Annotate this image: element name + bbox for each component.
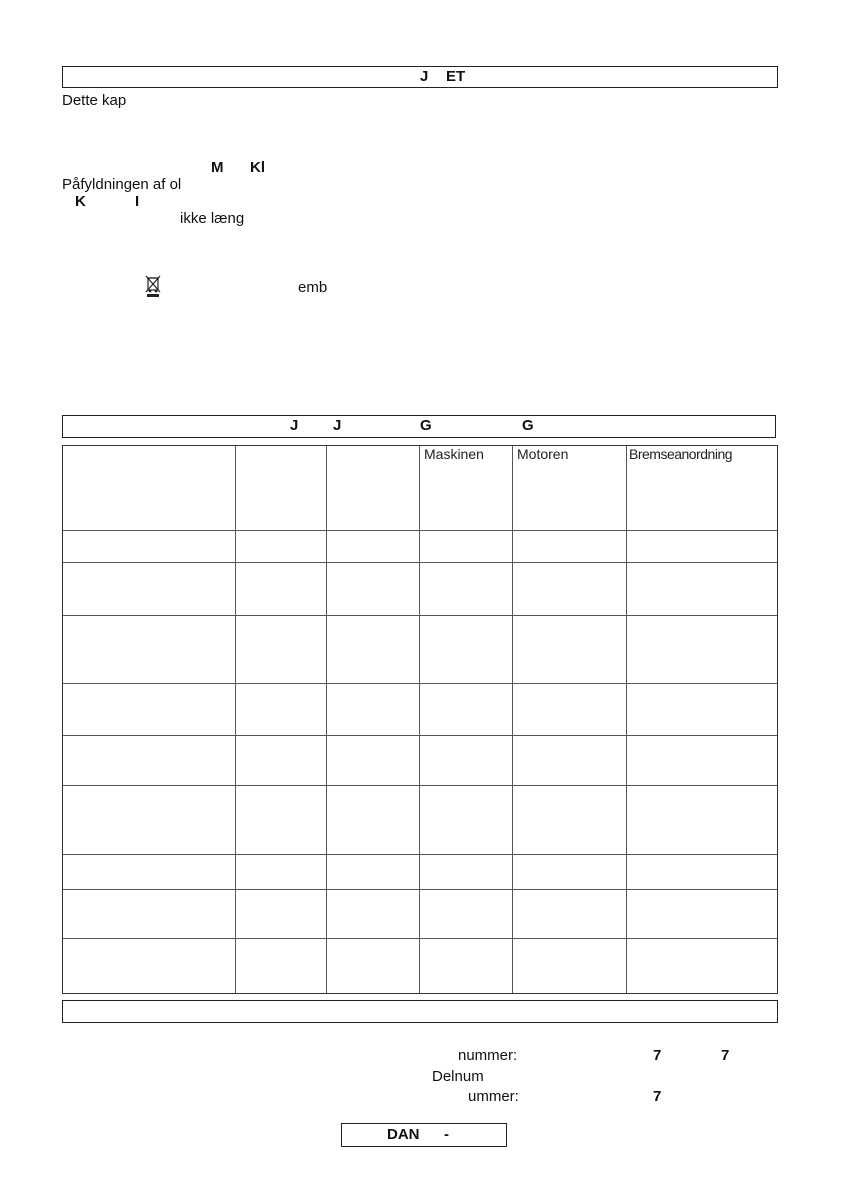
- intro-text: Dette kap: [62, 92, 127, 109]
- part-number-label-1: nummer:: [458, 1047, 518, 1064]
- maintenance-heading-j1: J: [290, 417, 299, 434]
- table-column-divider: [419, 446, 420, 993]
- table-row-divider: [63, 889, 777, 890]
- table-row-divider: [63, 683, 777, 684]
- table-row-divider: [63, 562, 777, 563]
- notes-bar: [62, 1000, 778, 1023]
- not-longer-text: ikke læng: [180, 210, 245, 227]
- section-heading-j: J: [420, 68, 429, 85]
- i-letter: I: [135, 193, 140, 210]
- subheading-m: M: [211, 159, 224, 176]
- part-number-label-2: Delnum: [432, 1068, 484, 1085]
- subheading-kl: Kl: [250, 159, 265, 176]
- table-row-divider: [63, 530, 777, 531]
- recycle-bin-icon: [145, 274, 161, 298]
- table-column-divider: [326, 446, 327, 993]
- footer-dash: -: [444, 1126, 449, 1143]
- maintenance-heading-bar: [62, 415, 776, 438]
- maintenance-heading-j2: J: [333, 417, 342, 434]
- part-number-value-3: 7: [653, 1088, 662, 1105]
- table-column-divider: [626, 446, 627, 993]
- column-header-machine: Maskinen: [424, 446, 484, 462]
- table-row-divider: [63, 938, 777, 939]
- emb-text: emb: [298, 279, 328, 296]
- fill-text: Påfyldningen af ol: [62, 176, 182, 193]
- part-number-value-1a: 7: [653, 1047, 662, 1064]
- table-row-divider: [63, 854, 777, 855]
- column-header-brake: Bremseanordning: [629, 446, 733, 462]
- section-heading-et: ET: [446, 68, 466, 85]
- maintenance-heading-g1: G: [420, 417, 432, 434]
- table-column-divider: [235, 446, 236, 993]
- table-row-divider: [63, 785, 777, 786]
- section-heading-bar: [62, 66, 778, 88]
- column-header-engine: Motoren: [517, 446, 569, 462]
- k-letter: K: [75, 193, 86, 210]
- part-number-label-3: ummer:: [468, 1088, 519, 1105]
- part-number-value-1b: 7: [721, 1047, 730, 1064]
- table-row-divider: [63, 735, 777, 736]
- maintenance-heading-g2: G: [522, 417, 534, 434]
- maintenance-table: [62, 445, 778, 994]
- footer-language: DAN: [387, 1126, 420, 1143]
- table-column-divider: [512, 446, 513, 993]
- table-row-divider: [63, 615, 777, 616]
- page-footer-box: [341, 1123, 507, 1147]
